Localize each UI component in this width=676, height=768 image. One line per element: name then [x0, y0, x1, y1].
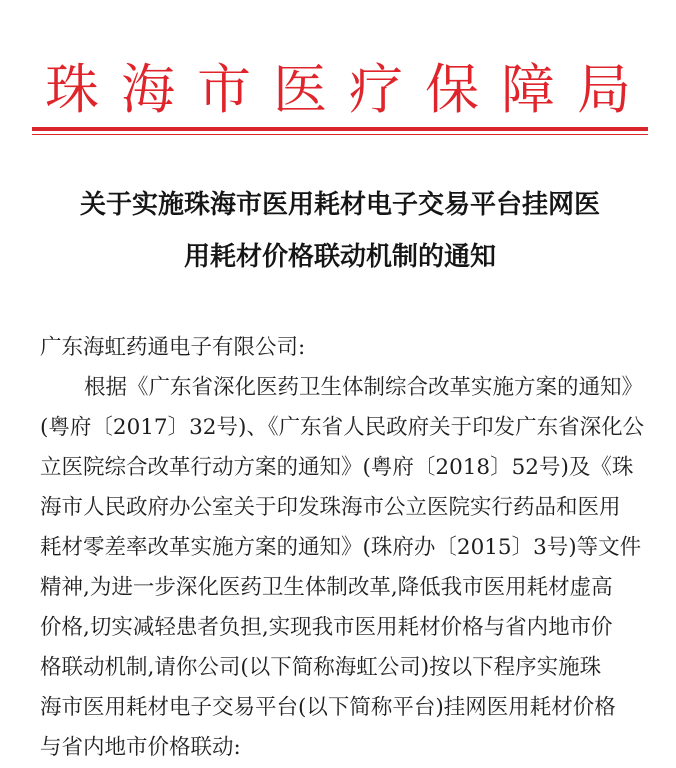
body-line-8: 格联动机制,请你公司(以下简称海虹公司)按以下程序实施珠	[40, 655, 602, 680]
red-divider-thick	[32, 127, 648, 131]
body-line-2: (粤府〔2017〕32号)、《广东省人民政府关于印发广东省深化公	[40, 415, 645, 440]
body-line-3: 立医院综合改革行动方案的通知》(粤府〔2018〕52号)及《珠	[40, 455, 634, 480]
body-line-1: 根据《广东省深化医药卫生体制综合改革实施方案的通知》	[84, 375, 644, 400]
body-line-9: 海市医用耗材电子交易平台(以下简称平台)挂网医用耗材价格	[40, 695, 616, 720]
document-title-line-2: 用耗材价格联动机制的通知	[183, 242, 496, 272]
body-line-10: 与省内地市价格联动:	[40, 735, 241, 760]
body-line-5: 耗材零差率改革实施方案的通知》(珠府办〔2015〕3号)等文件	[40, 535, 642, 560]
body-line-6: 精神,为进一步深化医药卫生体制改革,降低我市医用耗材虚高	[40, 575, 613, 600]
body-line-4: 海市人民政府办公室关于印发珠海市公立医院实行药品和医用	[40, 495, 621, 520]
issuing-authority-title: 珠海市医疗保障局	[45, 58, 653, 121]
body-line-7: 价格,切实减轻患者负担,实现我市医用耗材价格与省内地市价	[40, 615, 613, 640]
document-title-line-1: 关于实施珠海市医用耗材电子交易平台挂网医	[79, 190, 600, 220]
addressee: 广东海虹药通电子有限公司:	[40, 335, 306, 360]
red-divider-thin	[32, 134, 648, 135]
